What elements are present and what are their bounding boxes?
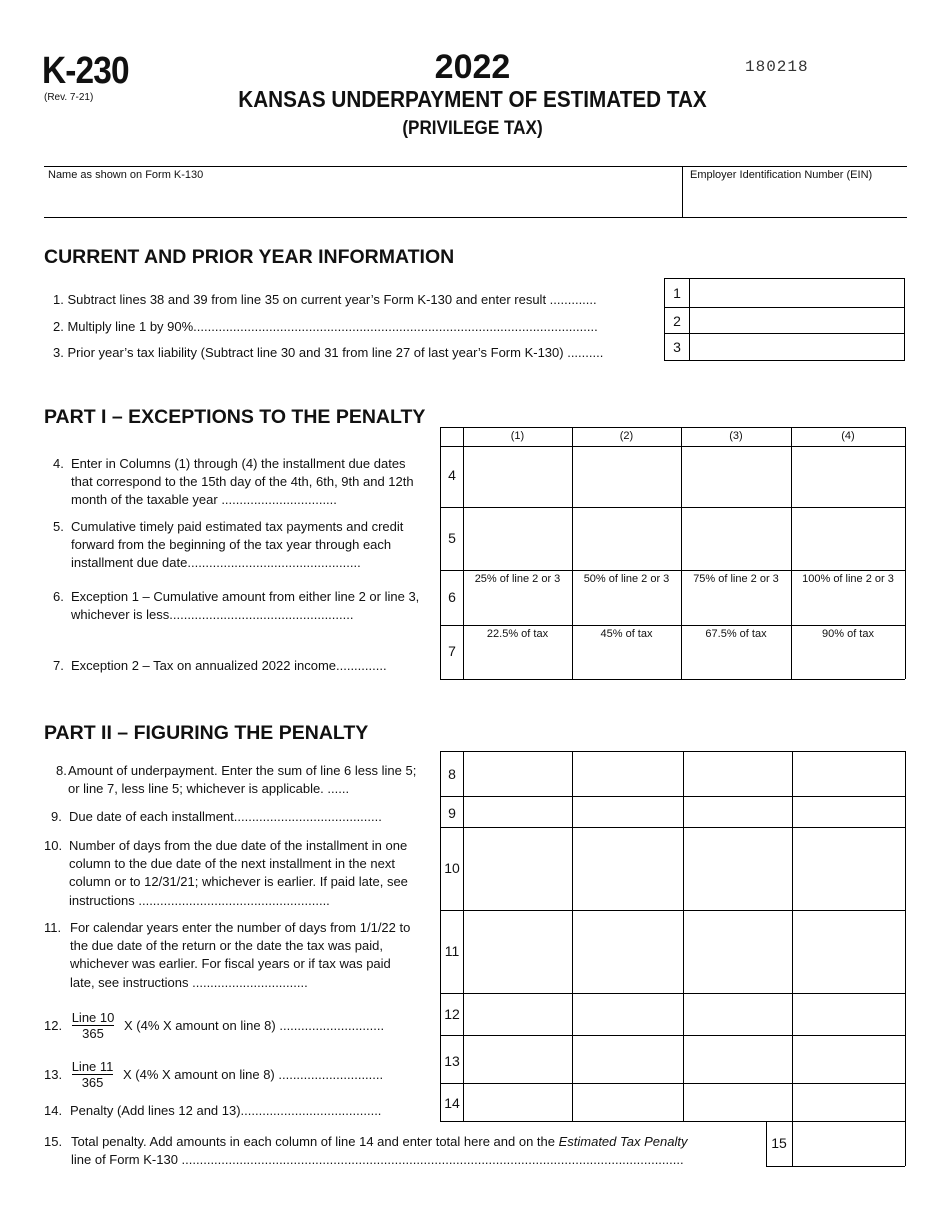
line-10-text: Number of days from the due date of the installment in one column to the due date of the next installment in the next column or to 12/31/21; whichever is earlier. If paid late, see instructions ..................................................... bbox=[69, 838, 408, 908]
line-4-number: 4 bbox=[448, 467, 456, 483]
line-3-amount[interactable] bbox=[690, 334, 905, 361]
line-14-text: Penalty (Add lines 12 and 13)....................................... bbox=[70, 1103, 382, 1118]
line-13-text: X (4% X amount on line 8) ............................. bbox=[123, 1067, 384, 1082]
line-6-col-3-note: 75% of line 2 or 3 bbox=[693, 573, 779, 585]
line-13-number: 13 bbox=[444, 1053, 460, 1069]
form-revision: (Rev. 7-21) bbox=[44, 92, 94, 103]
line-6-col-2-note: 50% of line 2 or 3 bbox=[583, 573, 670, 585]
line-15-text-b: line of Form K-130 ........................................................................................................................................... bbox=[71, 1152, 684, 1167]
line-10-number: 10 bbox=[444, 860, 460, 876]
line-9-text: Due date of each installment......................................... bbox=[69, 809, 382, 824]
ein-field[interactable] bbox=[684, 184, 906, 216]
line-5-col-3-cell[interactable] bbox=[682, 508, 791, 570]
line-2-text: 2. Multiply line 1 by 90%................................................................................................................ bbox=[53, 319, 598, 334]
line-11-number: 11 bbox=[444, 943, 460, 959]
line-5-col-2-cell[interactable] bbox=[573, 508, 681, 570]
line-9-label: 9. bbox=[51, 809, 62, 824]
line-5-col-1-cell[interactable] bbox=[464, 508, 572, 570]
line-7-col-3-note: 67.5% of tax bbox=[705, 628, 767, 640]
line-14-label: 14. bbox=[44, 1103, 63, 1118]
form-subtitle: (PRIVILEGE TAX) bbox=[402, 118, 543, 139]
line-1-number: 1 bbox=[665, 279, 690, 308]
line-15-label: 15. bbox=[44, 1134, 63, 1149]
line-13-label: 13. bbox=[44, 1067, 63, 1082]
line-5-col-4-cell[interactable] bbox=[792, 508, 905, 570]
ein-label: Employer Identification Number (EIN) bbox=[690, 169, 873, 181]
line-1-amount[interactable] bbox=[690, 279, 905, 308]
line-7-number: 7 bbox=[448, 643, 456, 659]
line-13-numerator: Line 11 bbox=[71, 1059, 114, 1074]
section-part2-heading: PART II – FIGURING THE PENALTY bbox=[44, 722, 369, 744]
line-4-col-1-cell[interactable] bbox=[464, 447, 572, 507]
line-10-label: 10. bbox=[44, 838, 63, 853]
column-2-header: (2) bbox=[619, 430, 634, 442]
line-3-text: 3. Prior year’s tax liability (Subtract line 30 and 31 from line 27 of last year’s Form K-130) .......... bbox=[53, 345, 604, 360]
line-14-number: 14 bbox=[444, 1095, 460, 1111]
line-13-description bbox=[44, 1059, 383, 1090]
line-8-label: 8. bbox=[56, 763, 67, 778]
form-title: KANSAS UNDERPAYMENT OF ESTIMATED TAX bbox=[238, 86, 707, 112]
line-15-total-cell[interactable] bbox=[793, 1122, 905, 1166]
line-2-amount[interactable] bbox=[690, 308, 905, 334]
line-7-text: Exception 2 – Tax on annualized 2022 income.............. bbox=[71, 658, 387, 673]
line-4-col-4-cell[interactable] bbox=[792, 447, 905, 507]
line-6-number: 6 bbox=[448, 589, 456, 605]
line-5-label: 5. bbox=[53, 519, 64, 534]
line-7-col-4-note: 90% of tax bbox=[822, 628, 874, 640]
name-field[interactable] bbox=[45, 184, 681, 216]
line-6-label: 6. bbox=[53, 589, 64, 604]
line-4-text: Enter in Columns (1) through (4) the installment due dates that correspond to the 15th day of the 4th, 6th, 9th and 12th month of the taxable year ................................ bbox=[71, 456, 414, 508]
line-12-fraction bbox=[72, 1010, 115, 1041]
line-12-numerator: Line 10 bbox=[71, 1010, 115, 1025]
current-prior-entry-table bbox=[664, 278, 905, 361]
line-2-number: 2 bbox=[665, 308, 690, 334]
line-8-text: Amount of underpayment. Enter the sum of line 6 less line 5; or line 7, less line 5; whichever is applicable. ...... bbox=[68, 763, 417, 797]
line-7-col-2-note: 45% of tax bbox=[600, 628, 653, 640]
line-7-label: 7. bbox=[53, 658, 64, 673]
section-part1-heading: PART I – EXCEPTIONS TO THE PENALTY bbox=[44, 406, 426, 428]
line-12-label: 12. bbox=[44, 1018, 63, 1033]
line-4-label: 4. bbox=[53, 456, 64, 471]
line-11-label: 11. bbox=[44, 920, 62, 935]
line-15-text-a: Total penalty. Add amounts in each column of line 14 and enter total here and on the bbox=[71, 1134, 559, 1149]
line-8-number: 8 bbox=[448, 766, 456, 782]
line-6-text: Exception 1 – Cumulative amount from either line 2 or line 3, whichever is less................................................... bbox=[71, 589, 420, 623]
line-7-col-1-note: 22.5% of tax bbox=[486, 628, 549, 640]
name-row-top-border bbox=[44, 166, 907, 167]
column-1-header: (1) bbox=[510, 430, 525, 442]
line-4-col-3-cell[interactable] bbox=[682, 447, 791, 507]
line-15-number: 15 bbox=[771, 1135, 787, 1151]
line-12-denominator: 365 bbox=[82, 1026, 104, 1041]
form-code: 180218 bbox=[745, 58, 809, 76]
line-9-number: 9 bbox=[448, 805, 456, 821]
line-3-number: 3 bbox=[665, 334, 690, 361]
form-number: K-230 bbox=[42, 50, 129, 92]
tax-year: 2022 bbox=[434, 48, 511, 86]
line-6-col-1-note: 25% of line 2 or 3 bbox=[474, 573, 561, 585]
name-label: Name as shown on Form K-130 bbox=[48, 169, 204, 181]
line-12-description bbox=[44, 1010, 384, 1041]
line-4-col-2-cell[interactable] bbox=[573, 447, 681, 507]
line-11-text: For calendar years enter the number of days from 1/1/22 to the due date of the return or the date the tax was paid, whichever was earlier. For fiscal years or if tax was paid late, see instructions ................................ bbox=[70, 920, 411, 990]
line-13-denominator: 365 bbox=[81, 1075, 104, 1090]
line-1-text: 1. Subtract lines 38 and 39 from line 35 on current year’s Form K-130 and enter result ............. bbox=[53, 292, 597, 307]
line-13-fraction bbox=[72, 1059, 114, 1090]
line-12-text: X (4% X amount on line 8) ............................. bbox=[123, 1018, 385, 1033]
section-current-prior-heading: CURRENT AND PRIOR YEAR INFORMATION bbox=[44, 246, 455, 268]
line-15-text-italic: Estimated Tax Penalty bbox=[558, 1134, 688, 1149]
line-12-number: 12 bbox=[444, 1006, 460, 1022]
name-ein-divider bbox=[682, 166, 683, 217]
name-row-bottom-border bbox=[44, 217, 907, 218]
line-6-col-4-note: 100% of line 2 or 3 bbox=[802, 573, 894, 585]
line-15-text bbox=[71, 1133, 771, 1151]
line-5-text: Cumulative timely paid estimated tax payments and credit forward from the beginning of the tax year through each installment due date................................................ bbox=[71, 519, 404, 571]
column-3-header: (3) bbox=[729, 430, 743, 442]
line-5-number: 5 bbox=[448, 530, 456, 546]
column-4-header: (4) bbox=[841, 430, 855, 442]
